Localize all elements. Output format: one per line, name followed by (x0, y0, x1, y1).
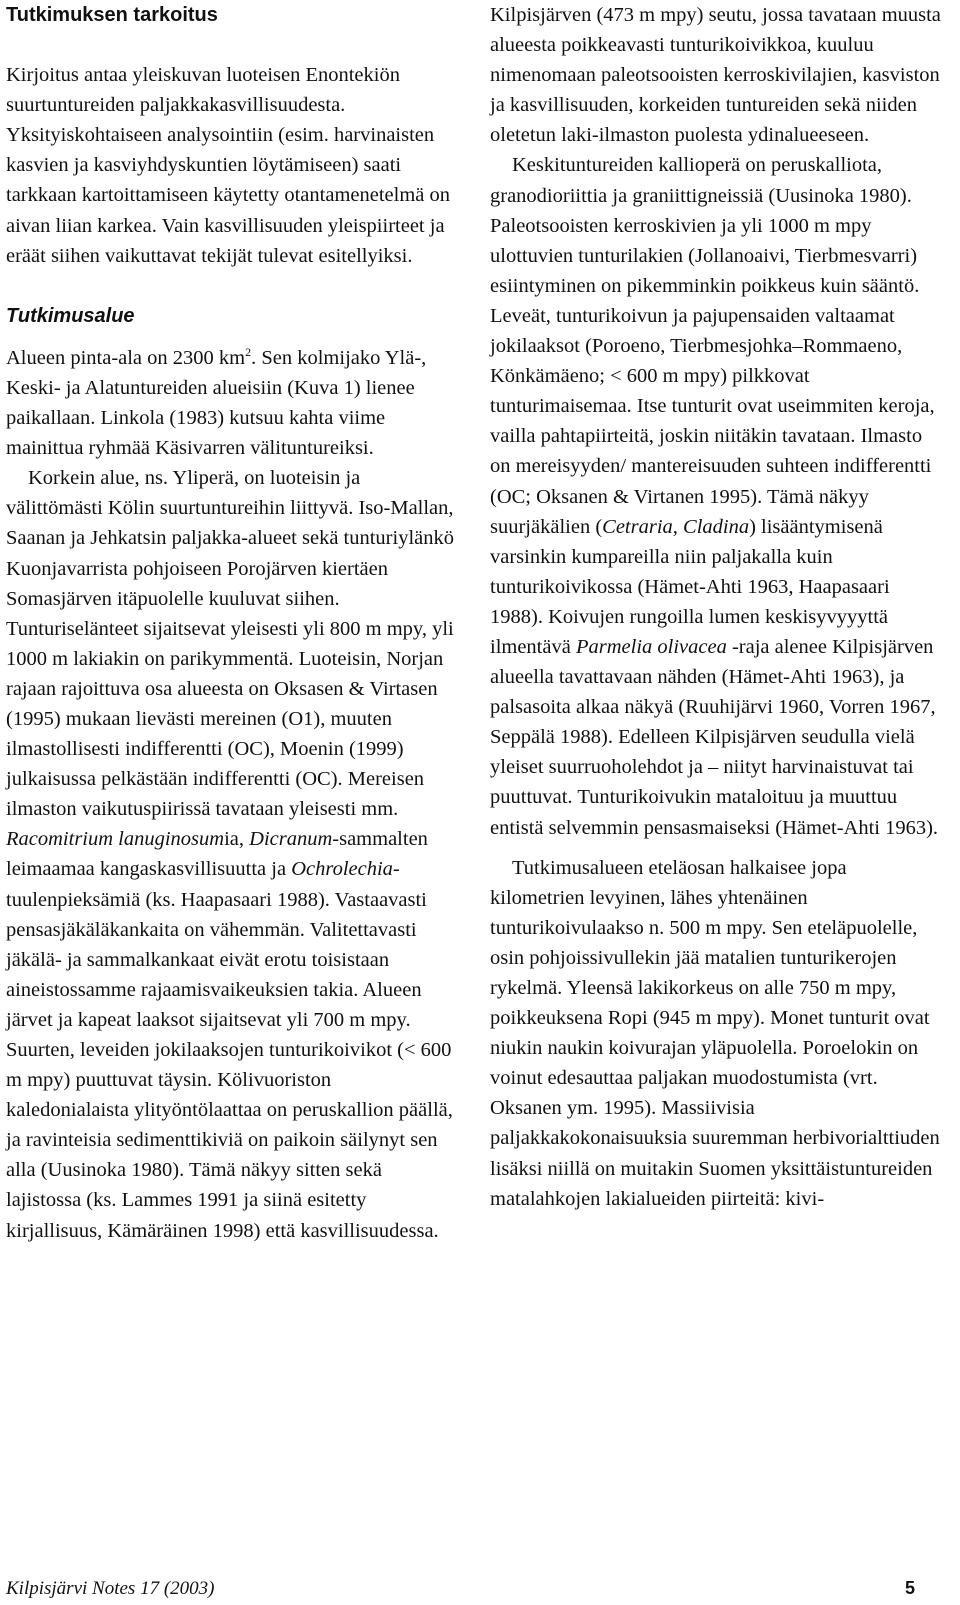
left-column (6, 0, 454, 1246)
section-heading-study-area: Tutkimusalue (6, 304, 135, 327)
area-text-start: Alueen pinta-ala on 2300 km (6, 346, 246, 369)
taxon-name: Cladina (683, 515, 750, 538)
text-segment: ia, (224, 828, 250, 851)
taxon-name: Cetraria (602, 515, 673, 538)
text-segment: -raja alenee Kilpisjärven alueella tavattavaan nähden (Hämet-Ahti 1963), ja palsasoita alkaa näkyä (Ruuhijärvi 1960, Vorren 1967, Seppälä 1988). Edelleen Kilpisjärven seudulla vielä yleiset suurruoholehdot ja – niityt harvinaistuvat tai puuttuvat. Tunturikoivukin mataloituu ja muuttuu entistä selvemmin pensasmaiseksi (Hämet-Ahti 1963). (490, 635, 939, 839)
spacer (6, 271, 454, 301)
text-segment: -sammalten leimaamaa kangaskasvillisuutta ja (6, 828, 428, 881)
taxon-name: Dicranum (249, 828, 333, 851)
footer-page-number: 5 (905, 1578, 916, 1598)
area-text-end: . Sen kolmijako Ylä-, Keski- ja Alatuntureiden alueisiin (Kuva 1) lienee paikallaan. Linkola (1983) kutsuu kahta viime mainittua ryhmää Käsivarren välituntureiksi. (6, 346, 427, 460)
text-segment: ) lisääntymisenä varsinkin kumpareilla niin paljakalla kuin tunturikoivikossa (Hämet-Ahti 1963, Haapasaari 1988). Koivujen rungoilla lumen keskisyvyyyttä ilmentävä (490, 515, 890, 658)
area-superscript: 2 (245, 345, 252, 360)
taxon-name: Parmelia olivacea (575, 635, 727, 658)
paragraph-kilpisjarvi: Kilpisjärven (473 m mpy) seutu, jossa tavataan muusta alueesta poikkeavasti tunturikoivikkoa, kuuluu nimenomaan paleotsooisten kerroskivilajien, kasviston ja kasvillisuuden, korkeiden tuntureiden sekä niiden oletetun laki-ilmaston puolesta ydinalueeseen. (490, 4, 941, 147)
paragraph-highest-area (6, 463, 454, 1245)
paragraph-intro: Kirjoitus antaa yleiskuvan luoteisen Enontekiön suurtuntureiden paljakkakasvillisuudesta. Yksityiskohtaiseen analysointiin (esim. harvinaisten kasvien ja kasviyhdyskuntien löytämiseen) saati tarkkaan kartoittamiseen käytetty otantamenetelmä on aivan liian karkea. Vain kasvillisuuden yleispiirteet ja eräät siihen vaikuttavat tekijät tulevat esitellyiksi. (6, 64, 450, 267)
text-segment: Korkein alue, ns. Yliperä, on luoteisin ja välittömästi Kölin suurtuntureihin liittyvä. Iso-Mallan, Saanan ja Jehkatsin paljakka-alueet sekä tunturiylänkö Kuonjavarrista pohjoiseen Porojärven kiertäen Somasjärven itäpuolelle kuuluvat siihen. Tunturiselänteet sijaitsevat yleisesti yli 800 m mpy, yli 1000 m lakiakin on parikymmentä. Luoteisin, Norjan rajaan rajoittuva osa alueesta on Oksasen & Virtasen (1995) mukaan lievästi mereinen (O1), muuten ilmastollisesti indifferentti (OC), Moenin (1999) julkaisussa pelkästään indifferentti (OC). Mereisen ilmaston vaikutuspiirissä tavataan yleisesti mm. (6, 467, 454, 821)
text-segment: , (672, 515, 684, 538)
taxon-name: Racomitrium lanuginosum (6, 828, 225, 851)
section-heading-purpose: Tutkimuksen tarkoitus (6, 4, 218, 26)
text-segment: Keskituntureiden kallioperä on peruskalliota, granodioriittia ja graniittigneissiä (Uusinoka 1980). Paleotsooisten kerroskivien ja yli 1000 m mpy ulottuvien tunturilakien (Jollanoaivi, Tierbmesvarri) esiintyminen on pikemminkin poikkeus kuin sääntö. Leveät, tunturikoivun ja pajupensaiden valtaamat jokilaaksot (Poroeno, Tierbmesjohka–Rommaeno, Könkämäeno; < 600 m mpy) pilkkovat tunturimaisemaa. Itse tunturit ovat useimmiten keroja, vailla pahtapiirteitä, joskin niitäkin tavataan. Ilmasto on mereisyyden/ mantereisuuden suhteen indifferentti (OC; Oksanen & Virtanen 1995). Tämä näkyy suurjäkälien ( (490, 154, 935, 538)
paragraph-area (6, 343, 454, 463)
paragraph-southern-area: Tutkimusalueen eteläosan halkaisee jopa kilometrien levyinen, lähes yhtenäinen tunturikoivulaakso n. 500 m mpy. Sen eteläpuolelle, osin pohjoissivullekin jää matalien tunturikerojen rykelmä. Yleensä lakikorkeus on alle 750 m mpy, poikkeuksena Ropi (945 m mpy). Monet tunturit ovat niukin naukin koivurajan yläpuolella. Poroelokin on voinut edesauttaa paljakan muodostumista (vrt. Oksanen ym. 1995). Massiivisia paljakkakokonaisuuksia suuremman herbivorialttiuden lisäksi niillä on muitakin Suomen yksittäistuntureiden matalahkojen lakialueiden piirteitä: kivi- (490, 856, 940, 1210)
right-column (490, 0, 942, 1214)
taxon-name: Ochrolechia (291, 858, 393, 881)
text-segment: -tuulenpieksämiä (ks. Haapasaari 1988). Vastaavasti pensasjäkäläkankaita on vähemmän. Valitettavasti jäkälä- ja sammalkankaat eivät erotu toisistaan aineistossamme rajaamisvaikeuksien takia. Alueen järvet ja kapeat laaksot sijaitsevat yli 700 m mpy. Suurten, leveiden jokilaaksojen tunturikoivikot (< 600 m mpy) puuttuvat täysin. Kölivuoriston kaledonialaista ylityöntölaattaa on peruskallion päällä, ja ravinteisia sedimenttikiviä on paikoin säilynyt sen alla (Uusinoka 1980). Tämä näkyy sitten sekä lajistossa (ks. Lammes 1991 ja siinä esitetty kirjallisuus, Kämäräinen 1998) että kasvillisuudessa. (6, 858, 453, 1242)
spacer (6, 30, 454, 60)
spacer (6, 331, 454, 343)
footer-journal: Kilpisjärvi Notes 17 (2003) (6, 1578, 215, 1599)
paragraph-middle-fells (490, 150, 942, 842)
